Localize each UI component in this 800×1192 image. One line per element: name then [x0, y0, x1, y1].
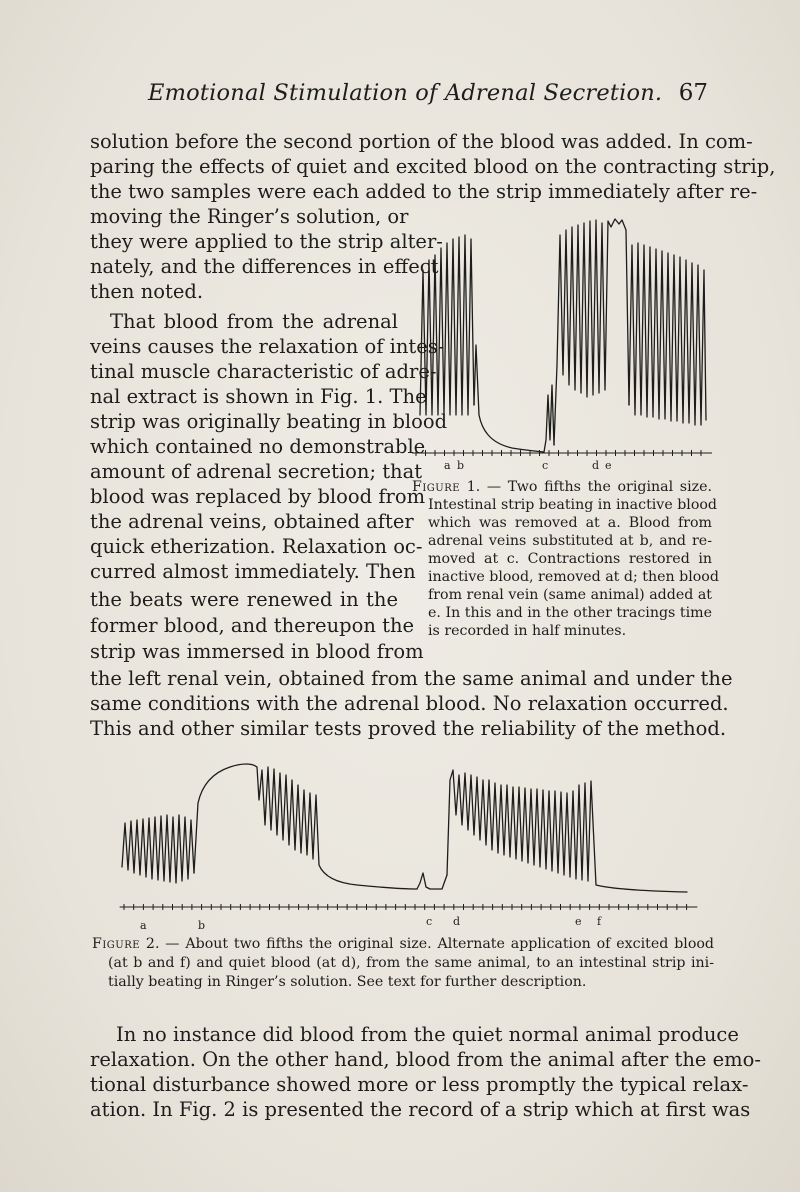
running-head [148, 80, 708, 114]
fig1-trace-d [554, 219, 629, 445]
body-line: ation. In Fig. 2 is presented the record of a strip which at first was [90, 1098, 751, 1121]
fig2-mark-a: a [140, 919, 147, 932]
body-line: former blood, and thereupon the [90, 614, 415, 637]
fig1-mark-e: e [605, 459, 612, 472]
fig1-trace-e [629, 243, 706, 425]
fig2-trace-ringer [122, 815, 194, 883]
body-line: blood was replaced by blood from [90, 485, 426, 508]
body-line: quick etherization. Relaxation oc- [90, 535, 423, 558]
fig2-mark-c: c [426, 915, 433, 928]
body-line: the beats were renewed in the [90, 588, 398, 611]
body-line: solution before the second portion of the blood was added. In com- [90, 130, 753, 153]
figure-1-label: Figure [412, 479, 461, 495]
body-line: nately, and the differences in effect [90, 255, 439, 278]
figure-2-caption-line: tially beating in Ringer’s solution. See text for further description. [108, 974, 587, 990]
fig2-trace-quiet [417, 873, 447, 889]
body-line: This and other similar tests proved the reliability of the method. [90, 717, 727, 740]
figure-1-caption-line: which was removed at a. Blood from [428, 515, 712, 531]
body-line: which contained no demonstrable [90, 435, 426, 458]
figure-1-caption-line: Intestinal strip beating in inactive blood [428, 497, 718, 513]
figure-1-caption-line: is recorded in half minutes. [428, 623, 627, 639]
figure-1-caption-line: e. In this and in the other tracings time [428, 605, 712, 621]
body-line: amount of adrenal secretion; that [90, 460, 423, 483]
body-line: That blood from the adrenal [110, 310, 398, 333]
figure-2-tracing [112, 755, 702, 940]
body-line: the adrenal veins, obtained after [90, 510, 414, 533]
body-line: In no instance did blood from the quiet normal animal produce [116, 1023, 739, 1046]
body-line: tional disturbance showed more or less promptly the typical relax- [90, 1073, 749, 1096]
fig1-trace-c [544, 385, 554, 452]
running-title: Emotional Stimulation of Adrenal Secretion. [148, 80, 663, 106]
figure-1-caption-line: inactive blood, removed at d; then blood [428, 569, 719, 585]
body-line: curred almost immediately. Then [90, 560, 416, 583]
body-line: nal extract is shown in Fig. 1. The [90, 385, 427, 408]
figure-2-caption-line [92, 935, 714, 953]
body-line: strip was originally beating in blood [90, 410, 448, 433]
body-line: relaxation. On the other hand, blood from the animal after the emo- [90, 1048, 761, 1071]
figure-1-caption-line [412, 478, 712, 496]
fig2-mark-d: d [453, 915, 461, 928]
figure-1-caption-head: 1. — Two fifths the original size. [460, 479, 712, 495]
figure-1-caption-line: moved at c. Contractions restored in [428, 551, 712, 567]
figure-1-caption-line: adrenal veins substituted at b, and re- [428, 533, 712, 549]
fig2-mark-e: e [575, 915, 582, 928]
body-line: strip was immersed in blood from [90, 640, 424, 663]
figure-1-caption-line: from renal vein (same animal) added at [428, 587, 712, 603]
figure-2-label: Figure [92, 936, 141, 952]
figure-1-tracing [412, 215, 712, 475]
body-line: the two samples were each added to the strip immediately after re- [90, 180, 758, 203]
fig1-trace-b [474, 345, 544, 452]
fig2-mark-b: b [198, 919, 206, 932]
body-line: tinal muscle characteristic of adre- [90, 360, 437, 383]
body-line: then noted. [90, 280, 204, 303]
fig1-mark-c: c [542, 459, 549, 472]
page-number: 67 [678, 80, 708, 106]
fig2-mark-f: f [597, 915, 602, 928]
body-line: they were applied to the strip alter- [90, 230, 443, 253]
fig1-mark-a: a [444, 459, 451, 472]
fig1-mark-b: b [457, 459, 465, 472]
body-line: moving the Ringer’s solution, or [90, 205, 409, 228]
fig2-trace-excited [194, 764, 417, 889]
body-line: veins causes the relaxation of intes- [90, 335, 445, 358]
fig2-trace-excited-2 [447, 770, 687, 892]
figure-2-caption-line: (at b and f) and quiet blood (at d), from the same animal, to an intestinal strip ini- [108, 955, 714, 971]
body-line: the left renal vein, obtained from the same animal and under the [90, 667, 733, 690]
fig1-mark-d: d [592, 459, 600, 472]
figure-2-caption-head: 2. — About two fifths the original size. Alternate application of excited blood [140, 936, 714, 952]
body-line: same conditions with the adrenal blood. No relaxation occurred. [90, 692, 729, 715]
body-line: paring the effects of quiet and excited blood on the contracting strip, [90, 155, 776, 178]
fig1-trace-a [420, 235, 474, 415]
